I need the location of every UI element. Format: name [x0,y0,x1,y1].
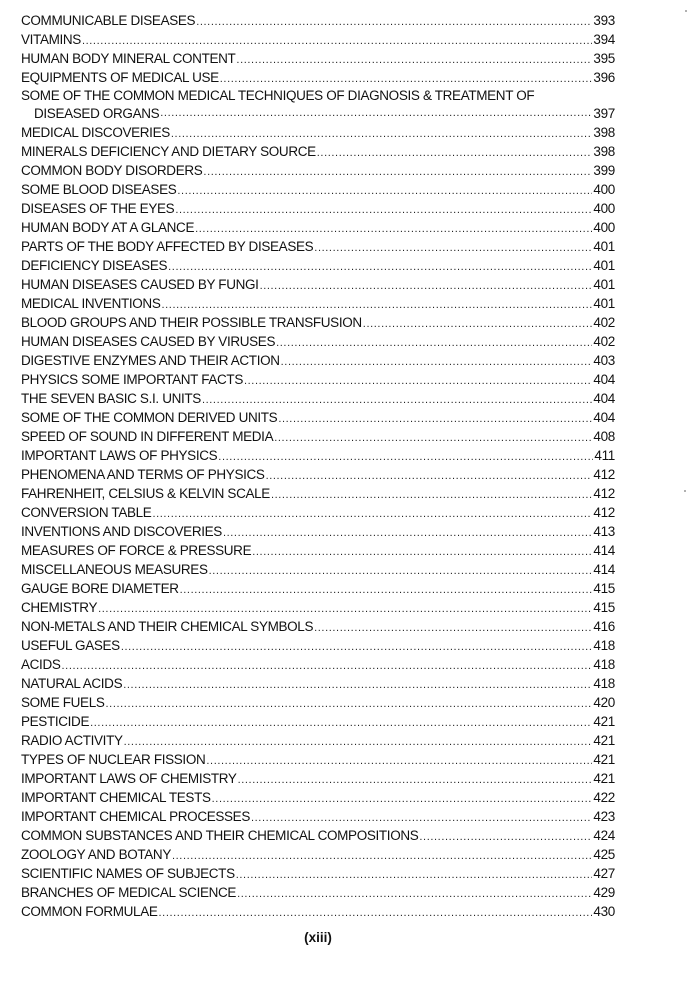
entry-title: BLOOD GROUPS AND THEIR POSSIBLE TRANSFUSION [21,315,362,330]
entry-page-number: 418 [593,657,615,672]
entry-page-number: 394 [593,32,615,47]
entry-title: ZOOLOGY AND BOTANY [21,847,171,862]
page-number: (xiii) [304,930,332,945]
entry-page-number: 416 [593,619,615,634]
toc-entry [21,826,615,845]
toc-entry [21,49,615,68]
entry-title: NATURAL ACIDS [21,676,123,691]
entry-page-number: 430 [593,904,615,919]
entry-title: INVENTIONS AND DISCOVERIES [21,524,222,539]
entry-page-number: 415 [593,581,615,596]
entry-page-number: 421 [593,752,615,767]
entry-title: SOME OF THE COMMON MEDICAL TECHNIQUES OF DIAGNOSIS & TREATMENT OF [21,88,535,103]
entry-title: MEDICAL INVENTIONS [21,296,161,311]
entry-page-number: 421 [593,733,615,748]
toc-entry [21,237,615,256]
toc-entry [21,598,615,617]
toc-entry [21,902,615,921]
entry-title: COMMON FORMULAE [21,904,158,919]
entry-title: HUMAN BODY MINERAL CONTENT [21,51,236,66]
toc-entry [21,313,615,332]
toc-entry [21,87,615,123]
entry-title: COMMON BODY DISORDERS [21,163,203,178]
toc-entry [21,617,615,636]
entry-page-number: 403 [593,353,615,368]
entry-page-number: 429 [593,885,615,900]
entry-page-number: 400 [593,201,615,216]
toc-entry [21,465,615,484]
toc-entry [21,674,615,693]
entry-title: FAHRENHEIT, CELSIUS & KELVIN SCALE [21,486,270,501]
entry-page-number: 418 [593,638,615,653]
entry-page-number: 425 [593,847,615,862]
entry-page-number: 421 [593,714,615,729]
entry-page-number: 393 [593,13,615,28]
table-of-contents [21,11,615,921]
toc-entry [21,693,615,712]
toc-entry [21,560,615,579]
entry-title: DEFICIENCY DISEASES [21,258,168,273]
toc-entry [21,522,615,541]
entry-page-number: 400 [593,220,615,235]
entry-title: COMMON SUBSTANCES AND THEIR CHEMICAL COMPOSITIONS [21,828,419,843]
toc-entry [21,750,615,769]
entry-page-number: 404 [593,372,615,387]
toc-entry [21,484,615,503]
entry-title: TYPES OF NUCLEAR FISSION [21,752,206,767]
entry-page-number: 399 [593,163,615,178]
entry-page-number: 400 [593,182,615,197]
entry-title: USEFUL GASES [21,638,120,653]
entry-title: EQUIPMENTS OF MEDICAL USE [21,70,219,85]
entry-title: HUMAN DISEASES CAUSED BY VIRUSES [21,334,276,349]
entry-title: CHEMISTRY [21,600,98,615]
entry-title: GAUGE BORE DIAMETER [21,581,179,596]
dot-leader [160,104,592,123]
toc-entry [21,541,615,560]
toc-entry [21,769,615,788]
toc-entry [21,370,615,389]
toc-entry [21,161,615,180]
entry-title: ACIDS [21,657,61,672]
entry-page-number: 397 [593,106,615,121]
entry-page-number: 414 [593,543,615,558]
entry-page-number: 423 [593,809,615,824]
entry-title: MISCELLANEOUS MEASURES [21,562,208,577]
entry-title: COMMUNICABLE DISEASES [21,13,196,28]
entry-title: SCIENTIFIC NAMES OF SUBJECTS [21,866,235,881]
entry-title: BRANCHES OF MEDICAL SCIENCE [21,885,237,900]
entry-page-number: 414 [593,562,615,577]
scan-speck [685,10,687,12]
toc-entry [21,199,615,218]
entry-page-number: 398 [593,144,615,159]
entry-page-number: 412 [593,467,615,482]
entry-page-number: 401 [593,258,615,273]
entry-page-number: 415 [593,600,615,615]
entry-page-number: 412 [593,505,615,520]
toc-entry [21,142,615,161]
toc-entry [21,389,615,408]
toc-entry [21,446,615,465]
entry-title: PHENOMENA AND TERMS OF PHYSICS [21,467,265,482]
entry-page-number: 404 [593,410,615,425]
entry-title: SOME BLOOD DISEASES [21,182,177,197]
entry-page-number: 401 [593,296,615,311]
entry-page-number: 427 [593,866,615,881]
entry-title: DISEASES OF THE EYES [21,201,175,216]
entry-title: SPEED OF SOUND IN DIFFERENT MEDIA [21,429,274,444]
scan-speck [684,490,686,492]
entry-page-number: 401 [593,277,615,292]
toc-entry [21,218,615,237]
entry-title: IMPORTANT LAWS OF CHEMISTRY [21,771,237,786]
entry-page-number: 418 [593,676,615,691]
toc-entry [21,180,615,199]
dot-leader [159,904,593,923]
entry-page-number: 404 [593,391,615,406]
toc-entry [21,123,615,142]
toc-entry [21,275,615,294]
entry-page-number: 421 [593,771,615,786]
entry-page-number: 422 [593,790,615,805]
toc-entry [21,11,615,30]
entry-title: IMPORTANT CHEMICAL TESTS [21,790,211,805]
entry-page-number: 396 [593,70,615,85]
entry-title: DIGESTIVE ENZYMES AND THEIR ACTION [21,353,280,368]
entry-page-number: 424 [593,828,615,843]
toc-entry [21,332,615,351]
toc-entry [21,408,615,427]
toc-entry [21,655,615,674]
toc-entry [21,68,615,87]
entry-title: IMPORTANT CHEMICAL PROCESSES [21,809,250,824]
entry-page-number: 402 [593,315,615,330]
entry-title: PARTS OF THE BODY AFFECTED BY DISEASES [21,239,314,254]
entry-page-number: 395 [593,51,615,66]
toc-entry [21,864,615,883]
entry-title: VITAMINS [21,32,81,47]
entry-page-number: 408 [593,429,615,444]
entry-title: HUMAN DISEASES CAUSED BY FUNGI [21,277,259,292]
entry-title: NON-METALS AND THEIR CHEMICAL SYMBOLS [21,619,314,634]
entry-title: DISEASED ORGANS [34,106,160,121]
toc-entry [21,579,615,598]
entry-title: PHYSICS SOME IMPORTANT FACTS [21,372,243,387]
entry-page-number: 401 [593,239,615,254]
entry-title: HUMAN BODY AT A GLANCE [21,220,195,235]
entry-page-number: 411 [594,448,615,463]
entry-page-number: 402 [593,334,615,349]
entry-title: SOME OF THE COMMON DERIVED UNITS [21,410,278,425]
entry-page-number: 420 [593,695,615,710]
toc-entry [21,427,615,446]
entry-title: THE SEVEN BASIC S.I. UNITS [21,391,201,406]
entry-page-number: 412 [593,486,615,501]
toc-entry [21,712,615,731]
toc-entry [21,788,615,807]
entry-title: IMPORTANT LAWS OF PHYSICS [21,448,218,463]
toc-entry [21,807,615,826]
entry-title: MEDICAL DISCOVERIES [21,125,170,140]
toc-entry [21,30,615,49]
toc-entry [21,256,615,275]
toc-entry [21,883,615,902]
entry-title: MINERALS DEFICIENCY AND DIETARY SOURCE [21,144,316,159]
toc-entry [21,636,615,655]
toc-entry [21,731,615,750]
entry-title: SOME FUELS [21,695,105,710]
entry-title: PESTICIDE [21,714,90,729]
toc-entry [21,294,615,313]
toc-entry [21,845,615,864]
entry-title: MEASURES OF FORCE & PRESSURE [21,543,252,558]
toc-entry [21,351,615,370]
toc-entry [21,503,615,522]
entry-title: RADIO ACTIVITY [21,733,123,748]
entry-page-number: 413 [593,524,615,539]
entry-title: CONVERSION TABLE [21,505,152,520]
entry-page-number: 398 [593,125,615,140]
